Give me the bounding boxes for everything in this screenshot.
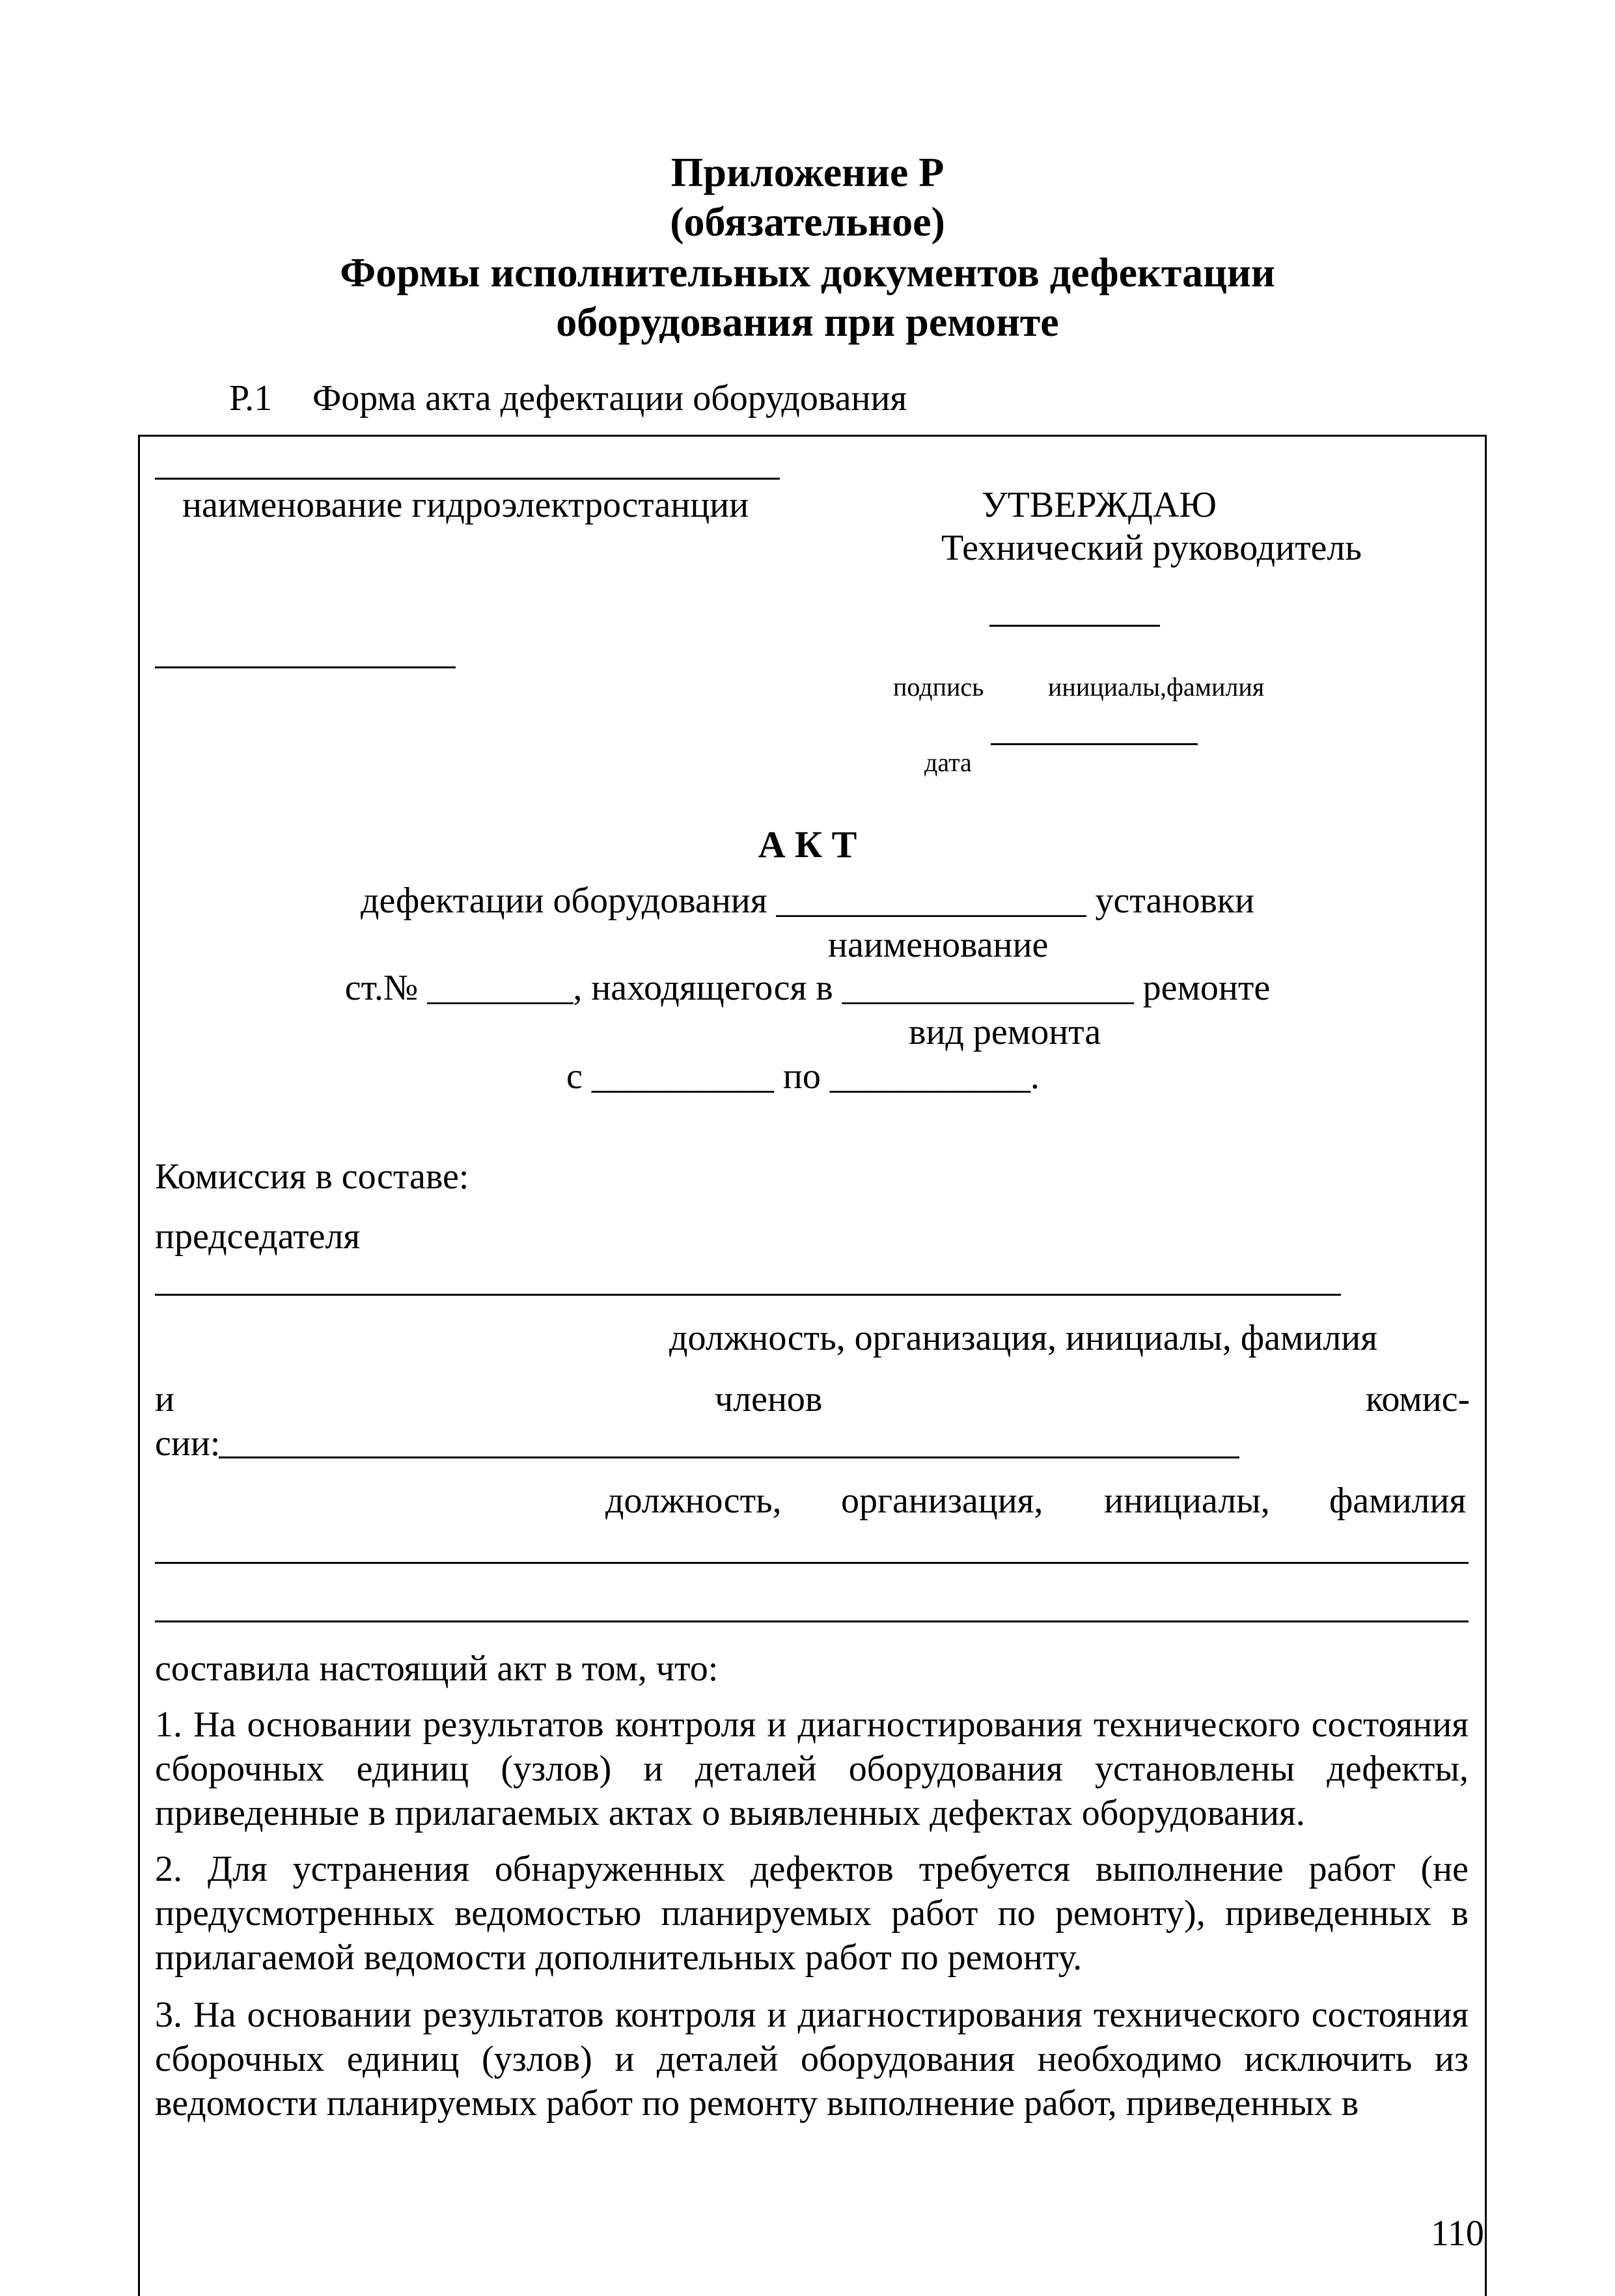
approve-label: УТВЕРЖДАЮ	[982, 485, 1217, 525]
station-name-line	[155, 478, 780, 480]
appendix-status: (обязательное)	[670, 198, 945, 245]
appendix-title: Приложение Р	[670, 149, 945, 195]
members-caption-position: должность,	[605, 1481, 782, 1521]
date-line	[991, 743, 1198, 745]
compiled-text: составила настоящий акт в том, что:	[155, 1648, 719, 1689]
station-number-blank: ________	[427, 968, 573, 1008]
members-word-and: и	[155, 1379, 174, 1419]
members-caption-initials: инициалы,	[1104, 1481, 1270, 1521]
commission-label: Комиссия в составе:	[155, 1156, 469, 1197]
members-caption-surname: фамилия	[1329, 1481, 1467, 1521]
chairman-caption: должность, организация, инициалы, фамилия	[669, 1318, 1378, 1358]
approver-position: Технический руководитель	[941, 528, 1362, 568]
chairman-line	[155, 1294, 1341, 1296]
act-line2-mid: , находящегося в	[573, 968, 833, 1008]
station-number-label: ст.№	[344, 968, 419, 1008]
signature-line	[989, 625, 1160, 627]
repair-type-blank: ________________	[842, 968, 1134, 1008]
act-line1-suffix: установки	[1095, 881, 1254, 921]
signature-label: подпись	[893, 672, 984, 702]
members-extra-line-1	[155, 1562, 1469, 1564]
initials-label: инициалы,фамилия	[1048, 672, 1265, 702]
period-to-blank: ___________.	[829, 1056, 1040, 1097]
act-line3	[566, 1056, 1040, 1097]
appendix-subtitle-line2: оборудования при ремонте	[556, 299, 1059, 345]
date-label: дата	[924, 748, 972, 777]
period-from-label: с	[566, 1056, 583, 1097]
period-from-blank: __________	[591, 1056, 774, 1097]
act-title: А К Т	[758, 823, 857, 866]
page-number: 110	[1431, 2213, 1484, 2254]
item-1: 1. На основании результатов контроля и диагностирования технического состояния сборочных единиц (узлов) и деталей оборудования установлены дефекты, приведенные в прилагаемых актах о выявленных дефектах оборудования.	[155, 1704, 1469, 1833]
act-line2	[0, 967, 1615, 1009]
left-blank-line	[155, 666, 456, 668]
chairman-label: председателя	[155, 1216, 361, 1257]
act-line1-prefix: дефектации оборудования	[361, 881, 767, 921]
repair-type-label: вид ремонта	[909, 1012, 1101, 1052]
members-extra-line-2	[155, 1620, 1469, 1622]
act-name-label: наименование	[828, 925, 1049, 965]
members-caption-organization: организация,	[841, 1481, 1043, 1521]
section-number: Р.1	[229, 378, 273, 418]
members-word-commission: комис-	[1366, 1379, 1470, 1419]
appendix-subtitle-line1: Формы исполнительных документов дефектации	[340, 249, 1275, 295]
members-word-commission-end: сии:	[155, 1423, 221, 1464]
item-2: 2. Для устранения обнаруженных дефектов требуется выполнение работ (не предусмотренных ведомостью планируемых работ по ремонту), приведенных в прилагаемой ведомости дополнительных работ по ремонту.	[155, 1849, 1469, 1978]
act-line1	[0, 880, 1615, 922]
equipment-name-blank: _________________	[776, 881, 1086, 921]
station-name-label: наименование гидроэлектростанции	[182, 485, 749, 525]
section-title: Форма акта дефектации оборудования	[312, 378, 907, 418]
item-3: 3. На основании результатов контроля и диагностирования технического состояния сборочных единиц (узлов) и деталей оборудования необходимо исключить из ведомости планируемых работ по ремонту выполнение работ, приведенных в	[155, 1995, 1469, 2124]
period-to-label: по	[782, 1056, 821, 1097]
act-line2-suffix: ремонте	[1142, 968, 1271, 1008]
members-line	[219, 1456, 1239, 1458]
members-word-members: членов	[715, 1379, 823, 1419]
